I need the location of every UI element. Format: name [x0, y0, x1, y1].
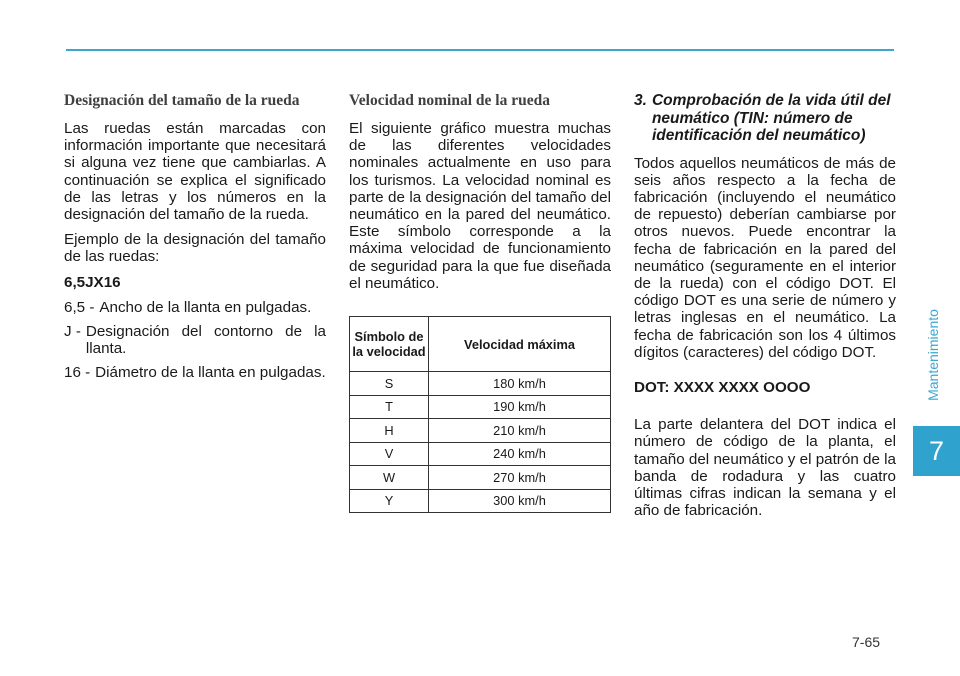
column-tire-life [634, 92, 896, 527]
tire-life-text: Todos aquellos neumáticos de más de seis años respecto a la fecha de fabricación (incluyendo el neumático de repuesto) deberían cambiarse por otros nuevos. Puede encontrar la fecha de fabricación en la pared del neumático (seguramente en el interior de la rueda) con el código DOT. El código DOT es una serie de número y letras inglesas en el neumático. La fecha de fabricación son los 4 últimos dígitos (caracteres) del código DOT. [634, 154, 896, 361]
section-title-speed-rating: Velocidad nominal de la rueda [349, 92, 550, 109]
dot-explanation: La parte delantera del DOT indica el número de código de la planta, el tamaño del neumático y el patrón de la banda de rodadura y las cuatro últimas cifras indican la semana y el año de fabricación. [634, 416, 896, 520]
header-rule [66, 49, 894, 51]
speed-rating-intro: El siguiente gráfico muestra muchas de las diferentes velocidades nominales actualmente en uso para los turismos. La velocidad nominal es parte de la designación del tamaño del neumático en la pared del neumático. Este símbolo corresponde a la máxima velocidad de funcionamiento de seguridad para la que fue diseñada el neumático. [349, 120, 611, 292]
speed-rating-table [349, 316, 611, 513]
speed-symbol: T [350, 395, 429, 419]
chapter-name: Mantenimiento [925, 309, 942, 401]
header-speed-symbol: Símbolo de la velocidad [350, 317, 429, 372]
chapter-number-tab: 7 [913, 426, 960, 476]
speed-symbol: S [350, 372, 429, 396]
max-speed: 190 km/h [429, 395, 611, 419]
item-value: Ancho de la llanta en pulgadas. [99, 298, 312, 316]
max-speed: 180 km/h [429, 372, 611, 396]
wheel-size-intro: Las ruedas están marcadas con información importante que necesitará si alguna vez tiene que cambiarlas. A continuación se explica el significado de las letras y los números en la designación del tamaño de la rueda. [64, 120, 326, 224]
max-speed: 240 km/h [429, 442, 611, 466]
speed-symbol: V [350, 442, 429, 466]
table-row [350, 372, 611, 396]
page-number: 7-65 [852, 634, 881, 650]
list-item [64, 364, 326, 381]
table-row [350, 395, 611, 419]
column-speed-rating [349, 92, 611, 300]
max-speed: 210 km/h [429, 419, 611, 443]
table-row [350, 489, 611, 513]
header-max-speed: Velocidad máxima [429, 317, 611, 372]
item-key: J - [64, 323, 81, 341]
max-speed: 300 km/h [429, 489, 611, 513]
speed-symbol: Y [350, 489, 429, 513]
dot-code: DOT: XXXX XXXX OOOO [634, 378, 811, 396]
table-header-row [350, 317, 611, 372]
table-row [350, 419, 611, 443]
column-wheel-size [64, 92, 326, 389]
speed-symbol: W [350, 466, 429, 490]
section-number: 3. [634, 92, 647, 109]
chapter-tab-label [922, 290, 944, 420]
wheel-size-example-intro: Ejemplo de la designación del tamaño de las ruedas: [64, 231, 326, 266]
list-item [64, 299, 326, 316]
item-value: Designación del contorno de la llanta. [85, 323, 326, 358]
item-key: 6,5 - [64, 298, 95, 316]
list-item [64, 323, 326, 357]
section-title-wheel-size: Designación del tamaño de la rueda [64, 92, 300, 109]
table-row [350, 466, 611, 490]
table-row [350, 442, 611, 466]
speed-symbol: H [350, 419, 429, 443]
item-key: 16 - [64, 364, 91, 382]
section-title-tire-life [634, 92, 896, 145]
section-title-text: Comprobación de la vida útil del neumático (TIN: número de identificación del neumático) [651, 92, 891, 144]
wheel-size-example: 6,5JX16 [64, 273, 121, 291]
item-value: Diámetro de la llanta en pulgadas. [95, 364, 326, 382]
max-speed: 270 km/h [429, 466, 611, 490]
